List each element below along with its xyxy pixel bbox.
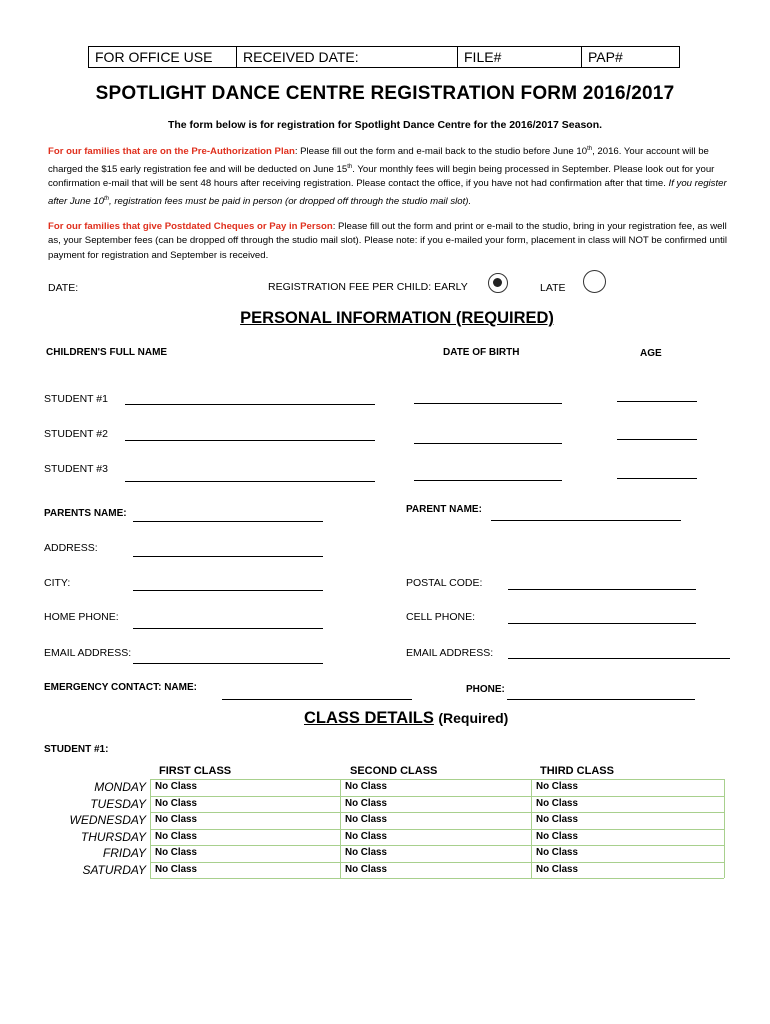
col-date-of-birth: DATE OF BIRTH: [443, 347, 520, 358]
email-address-label-2: EMAIL ADDRESS:: [406, 647, 494, 659]
class-grid-line: [150, 829, 724, 830]
class-grid-column-line: [724, 779, 725, 878]
cell-phone-label: CELL PHONE:: [406, 611, 476, 623]
class-select-saturday-1[interactable]: No Class: [155, 863, 197, 875]
file-number-cell[interactable]: FILE#: [458, 47, 582, 67]
parents-name-label: PARENTS NAME:: [44, 508, 127, 519]
class-select-monday-1[interactable]: No Class: [155, 781, 197, 792]
col-age: AGE: [640, 348, 662, 359]
preauth-paragraph: [48, 142, 728, 209]
class-select-tuesday-1[interactable]: No Class: [155, 797, 197, 809]
office-use-table: [88, 46, 680, 68]
preauth-italic-2: , registration fees must be paid in person (or dropped off through the studio mail slot).: [109, 195, 472, 207]
class-grid-line: [150, 812, 724, 813]
pap-number-cell[interactable]: PAP#: [588, 49, 623, 65]
class-select-friday-1[interactable]: No Class: [155, 847, 197, 858]
emergency-contact-label: EMERGENCY CONTACT: NAME:: [44, 682, 197, 693]
preauth-italic-1: If you register after June 10: [48, 178, 727, 207]
email-address-field-1[interactable]: [133, 663, 323, 664]
preauth-heading: For our families that are on the Pre-Authorization Plan: [48, 146, 295, 158]
postdated-text: : Please fill out the form and print or e-mail to the studio, bring in your registration fee, as well as, your September fees (can be dropped off through the studio mail slot). Please note: if you e-mailed your form, placement in class will NOT be confirmed until payment for registration and September is received.: [48, 221, 728, 261]
day-label-friday: FRIDAY: [102, 846, 146, 860]
class-details-header: [304, 709, 508, 728]
email-address-field-2[interactable]: [508, 658, 730, 659]
email-address-label-1: EMAIL ADDRESS:: [44, 647, 132, 659]
preauth-text-2: , 2016. Your account will be charged the $15 early registration fee and will be deducted on June 15: [48, 146, 709, 175]
preauth-text-3: . Your monthly fees will begin being processed in September. Please look out for your confirmation e-mail that will be sent 48 hours after receiving registration. Please contact the office, if you have not had confirmation after that time.: [48, 163, 715, 190]
class-select-tuesday-2[interactable]: No Class: [345, 797, 387, 809]
class-select-friday-3[interactable]: No Class: [536, 847, 578, 858]
class-grid-column-line: [340, 779, 341, 878]
col-third-class: THIRD CLASS: [540, 765, 614, 777]
home-phone-field[interactable]: [133, 628, 323, 629]
phone-label: PHONE:: [466, 684, 505, 695]
postdated-paragraph: [48, 220, 728, 263]
class-grid-line: [150, 845, 724, 846]
received-date-cell[interactable]: RECEIVED DATE:: [237, 47, 458, 67]
day-label-wednesday: WEDNESDAY: [69, 813, 146, 827]
class-select-saturday-2[interactable]: No Class: [345, 863, 387, 875]
address-label: ADDRESS:: [44, 542, 98, 554]
class-grid-line: [150, 796, 724, 797]
student-2-label: STUDENT #2: [44, 428, 108, 440]
class-select-thursday-2[interactable]: No Class: [345, 830, 387, 842]
class-select-wednesday-3[interactable]: No Class: [536, 814, 578, 825]
late-label: LATE: [540, 282, 566, 294]
early-fee-radio[interactable]: [488, 273, 508, 293]
date-label: DATE:: [48, 282, 79, 294]
late-fee-radio[interactable]: [583, 270, 606, 293]
class-student-label: STUDENT #1:: [44, 744, 109, 755]
address-field[interactable]: [133, 556, 323, 557]
day-label-thursday: THURSDAY: [80, 829, 146, 844]
class-grid-line: [150, 862, 724, 863]
col-second-class: SECOND CLASS: [350, 765, 438, 777]
city-field[interactable]: [133, 590, 323, 591]
radio-selected-dot: [493, 278, 502, 287]
class-select-wednesday-2[interactable]: No Class: [345, 814, 387, 825]
city-label: CITY:: [44, 577, 71, 589]
student-1-age-field[interactable]: [617, 401, 697, 402]
day-label-saturday: SATURDAY: [82, 862, 146, 877]
home-phone-label: HOME PHONE:: [44, 611, 119, 623]
postdated-heading: For our families that give Postdated Cheques or Pay in Person: [48, 221, 333, 232]
registration-fee-label: REGISTRATION FEE PER CHILD: EARLY: [268, 281, 468, 293]
student-3-dob-field[interactable]: [414, 480, 562, 481]
preauth-sup-3: th: [104, 195, 110, 202]
postal-code-label: POSTAL CODE:: [406, 577, 483, 589]
class-grid-column-line: [150, 779, 151, 878]
student-2-name-field[interactable]: [125, 440, 375, 441]
student-1-dob-field[interactable]: [414, 403, 562, 404]
class-select-monday-3[interactable]: No Class: [536, 781, 578, 792]
personal-info-heading: PERSONAL INFORMATION (REQUIRED): [240, 309, 554, 327]
student-3-age-field[interactable]: [617, 478, 697, 479]
class-select-friday-2[interactable]: No Class: [345, 847, 387, 858]
class-details-required: (Required): [438, 710, 509, 726]
student-3-name-field[interactable]: [125, 481, 375, 482]
day-label-monday: MONDAY: [94, 780, 146, 794]
parent-name-field[interactable]: [491, 520, 681, 521]
day-label-tuesday: TUESDAY: [90, 796, 146, 811]
form-title: SPOTLIGHT DANCE CENTRE REGISTRATION FORM 2016/2017: [95, 83, 675, 104]
emergency-phone-field[interactable]: [507, 699, 695, 700]
class-select-monday-2[interactable]: No Class: [345, 781, 387, 792]
parents-name-field[interactable]: [133, 521, 323, 522]
class-select-thursday-1[interactable]: No Class: [155, 830, 197, 842]
preauth-sup-2: th: [347, 163, 353, 170]
preauth-text-1: : Please fill out the form and e-mail back to the studio before June 10: [294, 146, 588, 158]
class-select-thursday-3[interactable]: No Class: [536, 830, 578, 842]
office-use-cell: FOR OFFICE USE: [89, 47, 237, 67]
student-1-label: STUDENT #1: [44, 393, 108, 405]
class-grid-line: [150, 779, 724, 780]
student-2-dob-field[interactable]: [414, 443, 562, 444]
col-childrens-name: CHILDREN'S FULL NAME: [46, 347, 168, 358]
cell-phone-field[interactable]: [508, 623, 696, 624]
student-2-age-field[interactable]: [617, 439, 697, 440]
class-select-wednesday-1[interactable]: No Class: [155, 814, 197, 825]
intro-text: The form below is for registration for Spotlight Dance Centre for the 2016/2017 Season.: [167, 119, 603, 131]
postal-code-field[interactable]: [508, 589, 696, 590]
student-3-label: STUDENT #3: [44, 463, 108, 475]
class-grid-column-line: [531, 779, 532, 878]
class-details-heading: CLASS DETAILS: [304, 709, 434, 727]
class-grid-line: [150, 878, 724, 879]
col-first-class: FIRST CLASS: [159, 765, 232, 777]
class-select-tuesday-3[interactable]: No Class: [536, 797, 578, 809]
student-1-name-field[interactable]: [125, 404, 375, 405]
preauth-sup-1: th: [587, 146, 593, 152]
class-select-saturday-3[interactable]: No Class: [536, 863, 578, 875]
parent-name-label: PARENT NAME:: [406, 504, 482, 515]
emergency-contact-field[interactable]: [222, 699, 412, 700]
